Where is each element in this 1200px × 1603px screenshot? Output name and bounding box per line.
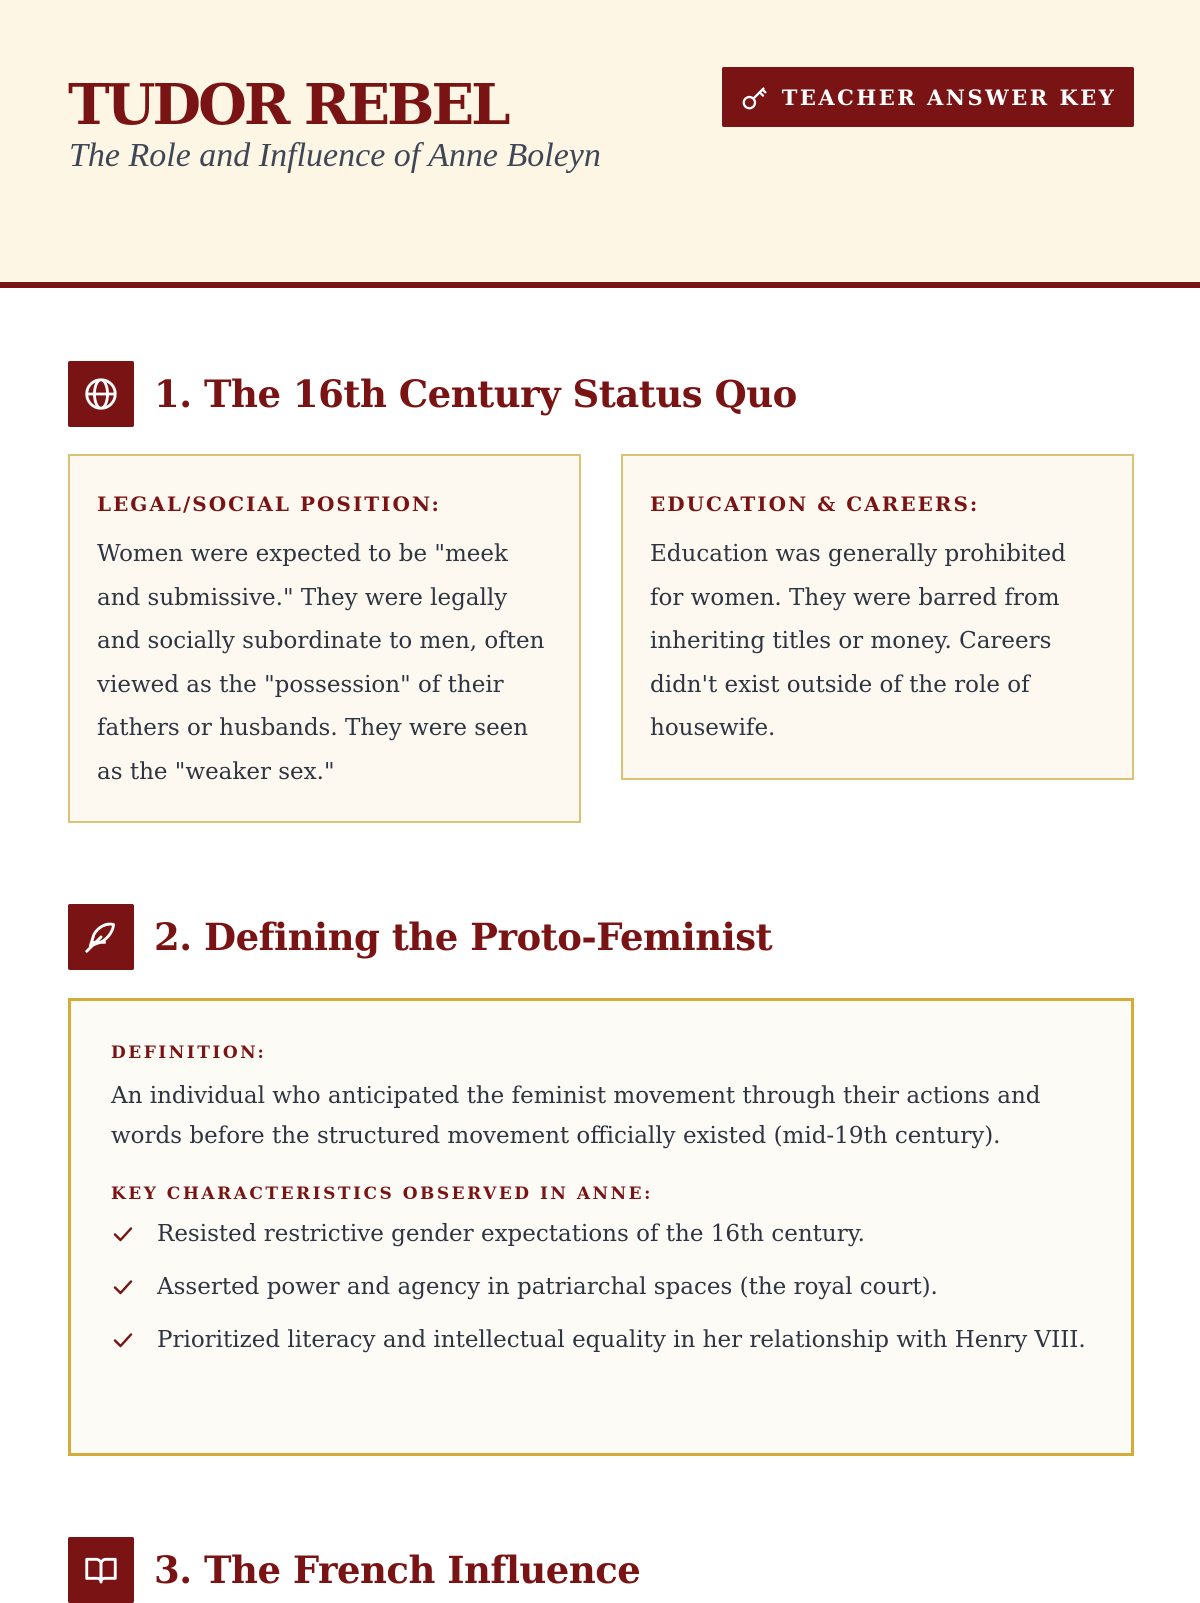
section-2-title: 2. Defining the Proto-Feminist bbox=[154, 915, 773, 959]
section-1-title: 1. The 16th Century Status Quo bbox=[154, 372, 797, 416]
badge-label: TEACHER ANSWER KEY bbox=[781, 84, 1117, 110]
list-item bbox=[111, 1267, 1093, 1307]
checkmark-icon bbox=[111, 1328, 135, 1352]
section-2-heading bbox=[68, 904, 772, 970]
list-item-text: Prioritized literacy and intellectual equality in her relationship with Henry VIII. bbox=[157, 1327, 1086, 1353]
definition-label: DEFINITION: bbox=[111, 1043, 267, 1063]
definition-box bbox=[68, 998, 1134, 1456]
list-item bbox=[111, 1214, 1093, 1254]
page-title: TUDOR REBEL bbox=[68, 72, 508, 138]
feather-icon bbox=[82, 918, 120, 956]
section-1-icon-box bbox=[68, 361, 134, 427]
legal-social-position-card bbox=[68, 454, 581, 823]
checkmark-icon bbox=[111, 1222, 135, 1246]
section-3-title: 3. The French Influence bbox=[154, 1548, 641, 1592]
globe-icon bbox=[82, 375, 120, 413]
key-icon bbox=[740, 82, 770, 112]
card-label: EDUCATION & CAREERS: bbox=[650, 492, 980, 516]
card-text: Education was generally prohibited for women. They were barred from inheriting titles or money. Careers didn't exist outside of the role of housewife. bbox=[650, 541, 1066, 741]
characteristics-label: KEY CHARACTERISTICS OBSERVED IN ANNE: bbox=[111, 1184, 653, 1204]
page-header bbox=[0, 0, 1200, 288]
section-3-heading bbox=[68, 1537, 640, 1603]
definition-text: An individual who anticipated the feminist movement through their actions and words before the structured movement officially existed (mid-19th century). bbox=[111, 1083, 1041, 1149]
section-3-icon-box bbox=[68, 1537, 134, 1603]
list-item bbox=[111, 1320, 1093, 1360]
card-label: LEGAL/SOCIAL POSITION: bbox=[97, 492, 441, 516]
section-2-icon-box bbox=[68, 904, 134, 970]
card-text: Women were expected to be "meek and submissive." They were legally and socially subordinate to men, often viewed as the "possession" of their fathers or husbands. They were seen as the "weaker sex." bbox=[97, 541, 545, 785]
teacher-answer-key-badge bbox=[722, 67, 1134, 127]
page-subtitle: The Role and Influence of Anne Boleyn bbox=[69, 137, 601, 174]
characteristics-list bbox=[111, 1214, 1093, 1360]
list-item-text: Resisted restrictive gender expectations of the 16th century. bbox=[157, 1221, 865, 1247]
checkmark-icon bbox=[111, 1275, 135, 1299]
education-careers-card bbox=[621, 454, 1134, 780]
list-item-text: Asserted power and agency in patriarchal spaces (the royal court). bbox=[157, 1274, 938, 1300]
section-1-heading bbox=[68, 361, 797, 427]
open-book-icon bbox=[82, 1551, 120, 1589]
